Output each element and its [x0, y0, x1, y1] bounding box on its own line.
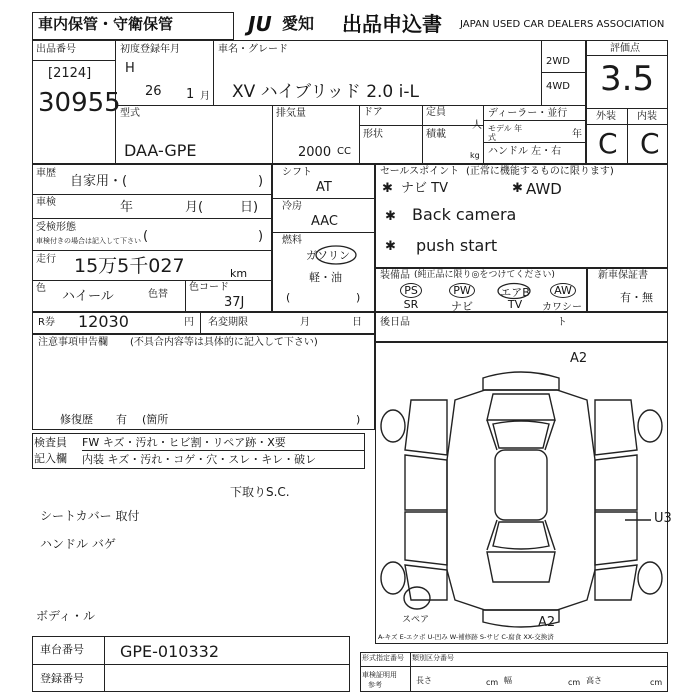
reg-month-unit: 月	[200, 91, 210, 102]
association-name: JAPAN USED CAR DEALERS ASSOCIATION	[460, 19, 665, 30]
handle-label: ハンドル 左・右	[488, 146, 562, 157]
disp-label: 排気量	[276, 108, 306, 119]
gasoline-circle	[313, 244, 359, 266]
legend: A-キズ E-エクボ U-凹み W-補修跡 S-サビ C-腐食 XX-交換済	[378, 633, 554, 641]
car-name: XV ハイブリッド 2.0 i-L	[232, 82, 419, 102]
fuel-gas: ガソリン	[306, 249, 350, 262]
handwritten-note-1: 下取りS.C.	[230, 485, 290, 499]
shift-value: AT	[316, 180, 332, 195]
grade-label: 評価点	[610, 43, 640, 54]
inspector-label-2: 記入欄	[34, 452, 67, 465]
inspect-month: 月(	[185, 200, 204, 215]
sales-star-3: ✱	[385, 209, 396, 224]
permit-sub: 車検付きの場合は記入して下さい	[36, 237, 141, 245]
inspect-day: 日)	[240, 200, 259, 215]
recycle-value: 12030	[78, 312, 129, 331]
equip-leather: カワシート	[542, 302, 582, 328]
bottom-right-box	[360, 652, 668, 692]
recycle-label: R券	[38, 317, 55, 328]
era: H	[125, 61, 135, 76]
lot-number: 30955	[38, 88, 121, 118]
shape-label: 形状	[363, 129, 383, 140]
repair-place: (箇所	[142, 413, 169, 426]
lot-label: 出品番号	[36, 44, 76, 55]
mark-rear: A2	[538, 615, 556, 630]
equip-ps: PS	[400, 283, 422, 298]
inspector-label: 検査員	[34, 436, 67, 449]
ac-value: AAC	[311, 214, 338, 229]
sales-point-4: push start	[416, 236, 498, 255]
airbag-circle	[496, 282, 532, 300]
seats-unit: 人	[472, 120, 482, 131]
cert-label-1: 形式指定番号	[362, 654, 404, 662]
sales-label: セールスポイント	[380, 166, 460, 177]
sales-point-1: ナビ TV	[401, 181, 448, 196]
mark-side: U3	[654, 511, 672, 526]
length-label: 長さ	[416, 676, 432, 685]
chassis-value: GPE-010332	[120, 642, 220, 661]
int-label: 内装	[637, 111, 657, 122]
inspector-int-line: 内装 キズ・汚れ・コゲ・穴・スレ・キレ・破レ	[82, 453, 317, 466]
model-year-label: モデル 年式	[488, 124, 523, 142]
ext-grade: C	[598, 127, 618, 160]
equip-sr: SR	[403, 298, 419, 311]
shift-label: シフト	[282, 167, 312, 178]
rename-month: 月	[300, 317, 310, 328]
handwritten-note-4: ボディ・ル	[36, 609, 96, 623]
model-year-suffix: 年	[572, 129, 582, 140]
reg-month: 1	[186, 87, 195, 102]
model-value: DAA-GPE	[124, 141, 197, 160]
handwritten-note-2: シートカバー 取付	[40, 509, 140, 523]
height-label: 高さ	[586, 676, 602, 685]
mileage-value: 15万5千027	[74, 255, 185, 277]
recycle-unit: 円	[184, 317, 194, 328]
repair-close: )	[356, 413, 361, 426]
fuel-other-close: )	[356, 291, 361, 304]
mileage-unit: km	[230, 267, 248, 280]
history-label: 車歴	[36, 168, 56, 179]
sales-sub: (正常に機能するものに限ります)	[466, 166, 614, 177]
int-grade: C	[640, 127, 660, 160]
form-title: 出品申込書	[342, 12, 442, 36]
ju-logo: JU	[248, 12, 272, 36]
name-label: 車名・グレード	[218, 44, 288, 55]
lot-sub: [2124]	[48, 66, 92, 81]
reg-number-label: 登録番号	[40, 672, 84, 685]
sales-star-1: ✱	[382, 181, 393, 196]
width-unit: cm	[568, 678, 581, 687]
car-diagram	[375, 360, 668, 630]
fuel-light: 軽・油	[309, 271, 342, 284]
sales-point-3: Back camera	[412, 205, 517, 224]
size-label-1: 車検証明用	[362, 671, 397, 679]
notes-sub: (不具合内容等は具体的に記入して下さい)	[130, 337, 318, 348]
inspector-fw-line: FW キズ・汚れ・ヒビ割・リペア跡・X要	[82, 436, 286, 449]
reg-label: 初度登録年月	[120, 44, 180, 55]
equip-pw: PW	[449, 283, 475, 298]
rear-label: 後日品	[380, 317, 410, 328]
color-label: 色	[36, 283, 46, 294]
sales-point-2: AWD	[526, 180, 562, 198]
size-label-2: 参考	[368, 681, 382, 689]
equip-sub: (純正品に限り◎をつけてください)	[414, 270, 555, 280]
drive-4wd: 4WD	[546, 81, 570, 92]
dealer-label: ディーラー・並行	[488, 108, 568, 119]
equip-airbag: エアB	[500, 286, 530, 299]
history-value: 自家用・(	[70, 174, 128, 189]
load-label: 積載	[426, 129, 446, 140]
storage-label: 車内保管・守衛保管	[38, 15, 174, 33]
mileage-label: 走行	[36, 254, 56, 265]
notes-label: 注意事項申告欄	[38, 337, 108, 348]
door-label: ドア	[363, 107, 383, 118]
warranty-value: 有・無	[620, 291, 653, 304]
color-code-value: 37J	[224, 295, 245, 310]
equip-navi: ナビ	[451, 300, 473, 313]
chassis-label: 車台番号	[40, 643, 84, 656]
color-swap-label: 色替	[148, 289, 168, 300]
sales-star-4: ✱	[385, 239, 396, 254]
warranty-label: 新車保証書	[598, 270, 648, 281]
width-label: 幅	[504, 676, 512, 685]
history-close: )	[258, 174, 264, 189]
equip-label: 装備品	[380, 270, 410, 281]
grade-value: 3.5	[600, 59, 655, 99]
repair-label: 修復歴	[60, 413, 93, 426]
sales-star-2: ✱	[512, 181, 523, 196]
inspect-label: 車検	[36, 197, 56, 208]
mark-front: A2	[570, 351, 588, 366]
permit-close: )	[258, 229, 264, 244]
reg-year: 26	[145, 84, 162, 99]
rename-label: 名変期限	[208, 317, 248, 328]
load-unit: kg	[470, 151, 480, 160]
disp-unit: CC	[337, 146, 351, 157]
ac-label: 冷房	[282, 201, 302, 212]
color-code-label: 色コード	[189, 282, 229, 293]
inspect-year: 年	[120, 200, 134, 215]
handwritten-note-3: ハンドル バゲ	[40, 537, 116, 551]
rear-box	[375, 312, 668, 342]
permit-open: (	[143, 229, 149, 244]
equip-tv: TV	[507, 298, 523, 311]
repair-value: 有	[116, 413, 127, 426]
spare-label: スペア	[402, 615, 430, 625]
cert-label-2: 類別区分番号	[412, 654, 454, 662]
color-value: ハイール	[62, 289, 114, 304]
permit-label: 受検形態	[36, 222, 76, 233]
length-unit: cm	[486, 678, 499, 687]
model-label: 型式	[120, 108, 140, 119]
height-unit: cm	[650, 678, 663, 687]
drive-2wd: 2WD	[546, 56, 570, 67]
rename-day: 日	[352, 317, 362, 328]
fuel-other-open: (	[286, 291, 291, 304]
equip-aw: AW	[550, 283, 576, 298]
logo-pref: 愛知	[282, 14, 315, 33]
disp-value: 2000	[298, 145, 332, 160]
fuel-label: 燃料	[282, 235, 302, 246]
seats-label: 定員	[426, 107, 446, 118]
ext-label: 外装	[596, 111, 616, 122]
